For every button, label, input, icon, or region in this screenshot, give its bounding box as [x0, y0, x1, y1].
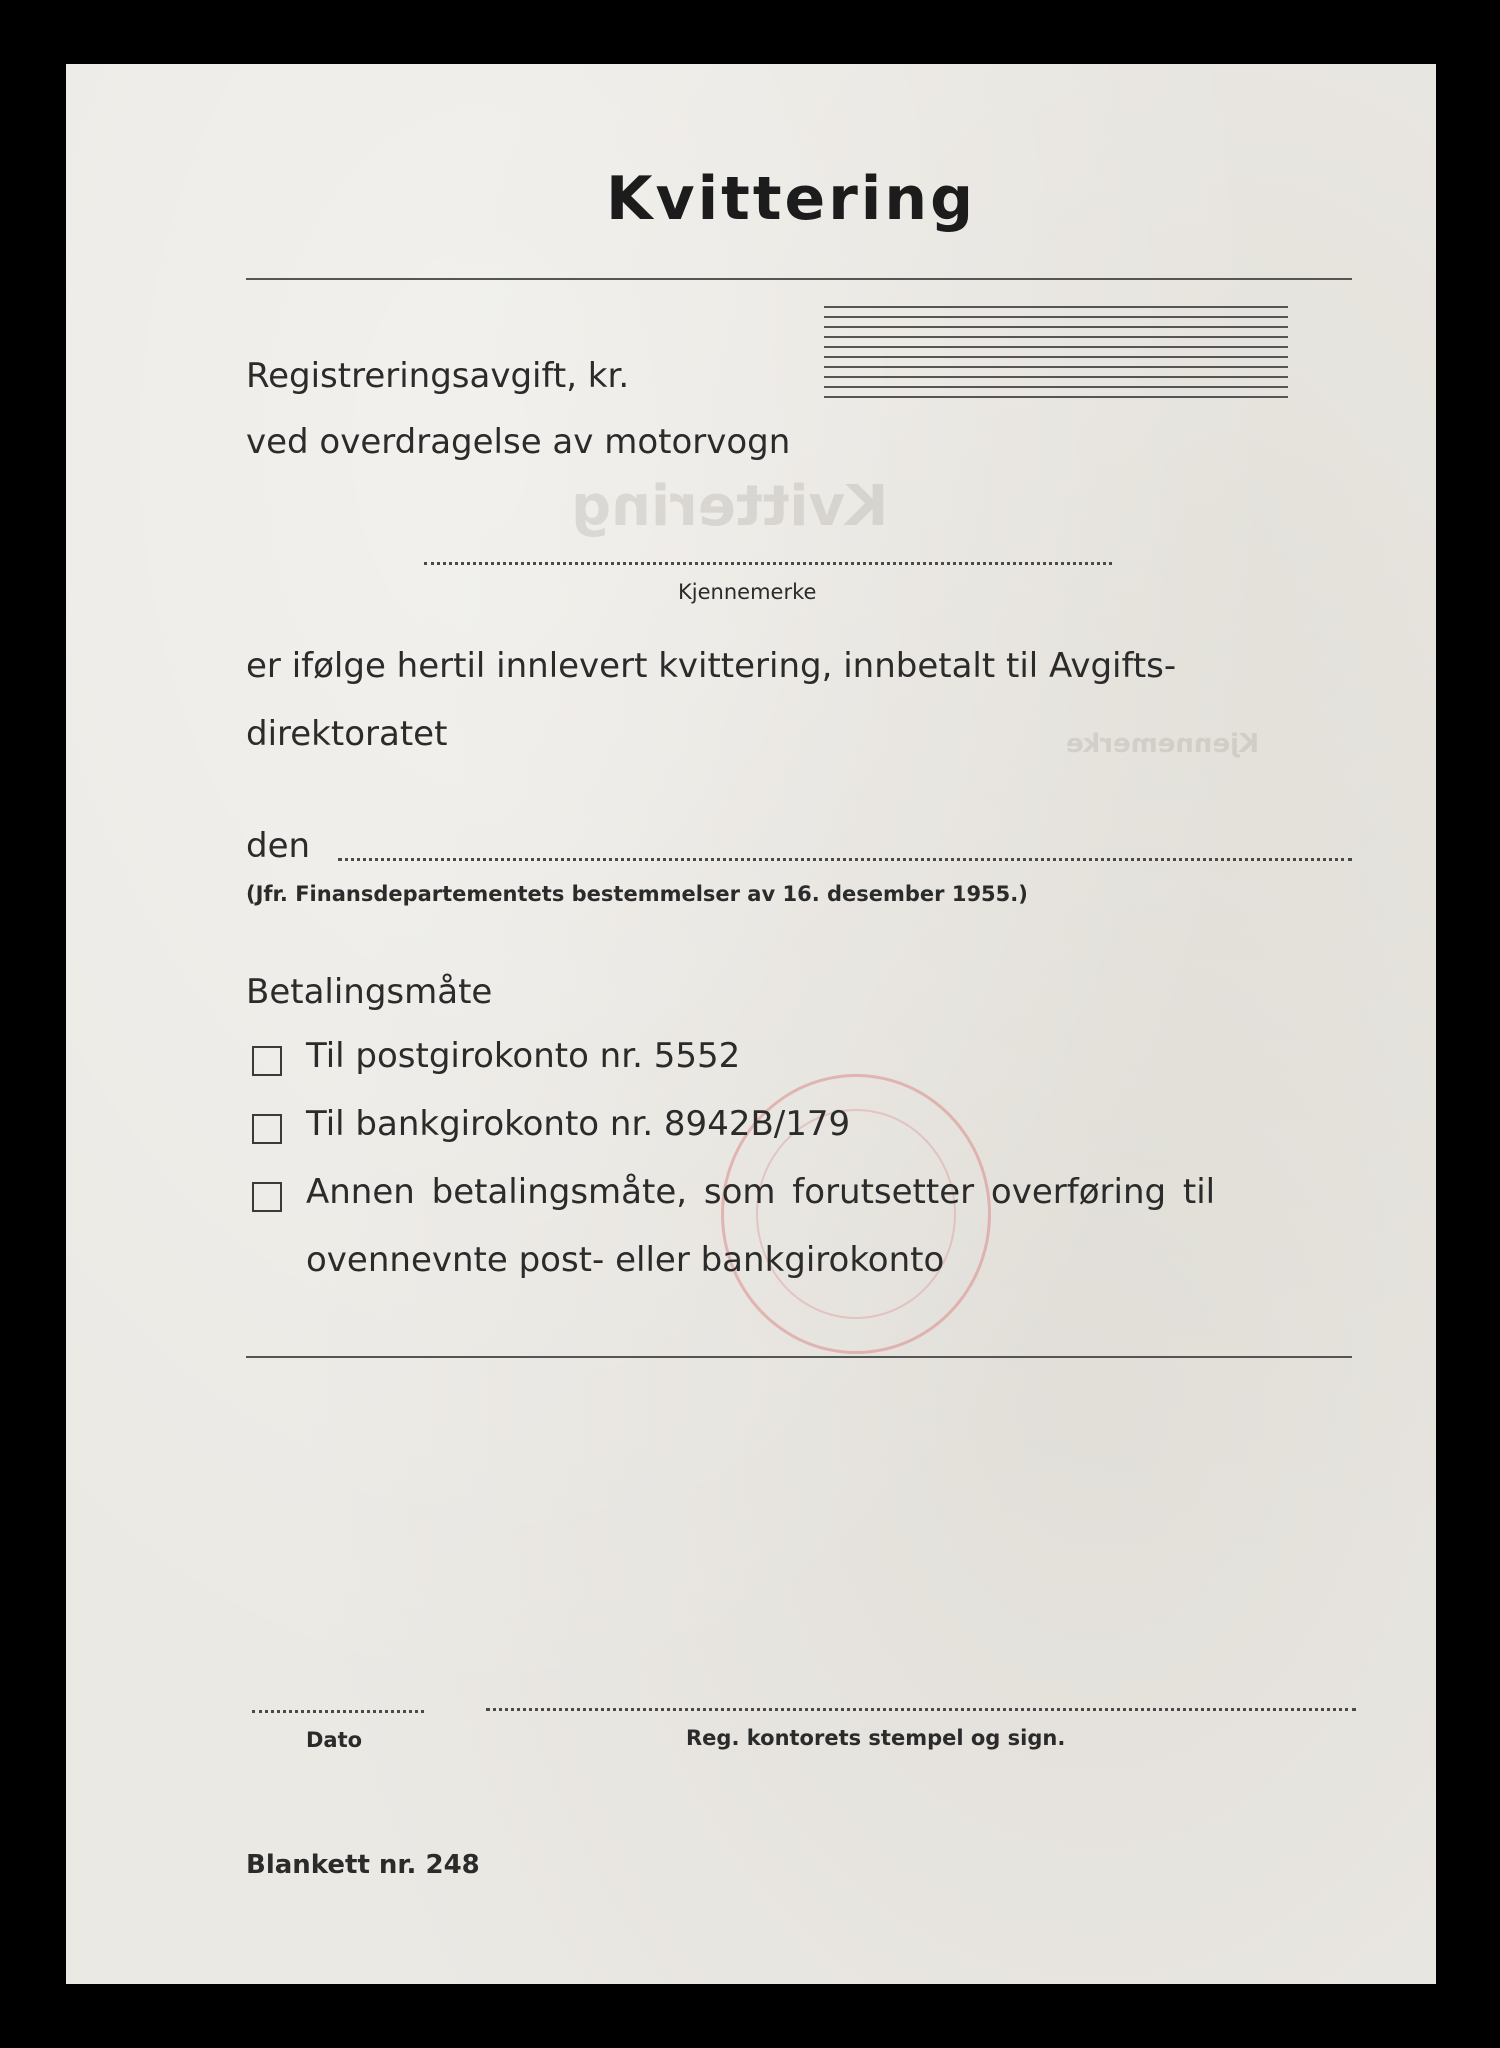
payment-heading: Betalingsmåte — [246, 972, 493, 1012]
bankgiro-checkbox[interactable] — [252, 1114, 282, 1144]
signature-date-label: Dato — [306, 1728, 363, 1752]
top-divider — [246, 278, 1352, 280]
office-stamp-signature-field[interactable] — [486, 1708, 1356, 1711]
other-payment-label-cont: ovennevnte post- eller bankgirokonto — [306, 1240, 945, 1280]
receipt-form-paper — [66, 64, 1436, 1984]
registration-mark-field[interactable] — [424, 562, 1112, 565]
other-payment-checkbox[interactable] — [252, 1182, 282, 1212]
form-number: Blankett nr. 248 — [246, 1850, 480, 1880]
bottom-divider — [246, 1356, 1352, 1358]
signature-date-field[interactable] — [252, 1710, 424, 1713]
other-payment-label: Annen betalingsmåte, som forutsetter overføring til — [306, 1172, 1216, 1212]
date-field[interactable] — [338, 858, 1352, 861]
fee-label-line1: Registreringsavgift, kr. — [246, 356, 630, 396]
postgiro-checkbox[interactable] — [252, 1046, 282, 1076]
fee-label-line2: ved overdragelse av motorvogn — [246, 422, 791, 462]
statement-line1: er ifølge hertil innlevert kvittering, innbetalt til Avgifts- — [246, 646, 1177, 686]
form-title: Kvittering — [605, 164, 977, 234]
date-prefix: den — [246, 826, 311, 866]
bleed-through-label: Kjennemerke — [1066, 729, 1260, 759]
postgiro-label: Til postgirokonto nr. 5552 — [306, 1036, 741, 1076]
bankgiro-label: Til bankgirokonto nr. 8942B/179 — [306, 1104, 851, 1144]
statement-line2: direktoratet — [246, 714, 448, 754]
fee-amount-field[interactable] — [824, 306, 1288, 398]
registration-mark-label: Kjennemerke — [678, 580, 817, 604]
office-stamp-label: Reg. kontorets stempel og sign. — [686, 1726, 1066, 1750]
footnote: (Jfr. Finansdepartementets bestemmelser av 16. desember 1955.) — [246, 882, 1028, 906]
bleed-through-title: Kvittering — [571, 474, 889, 539]
